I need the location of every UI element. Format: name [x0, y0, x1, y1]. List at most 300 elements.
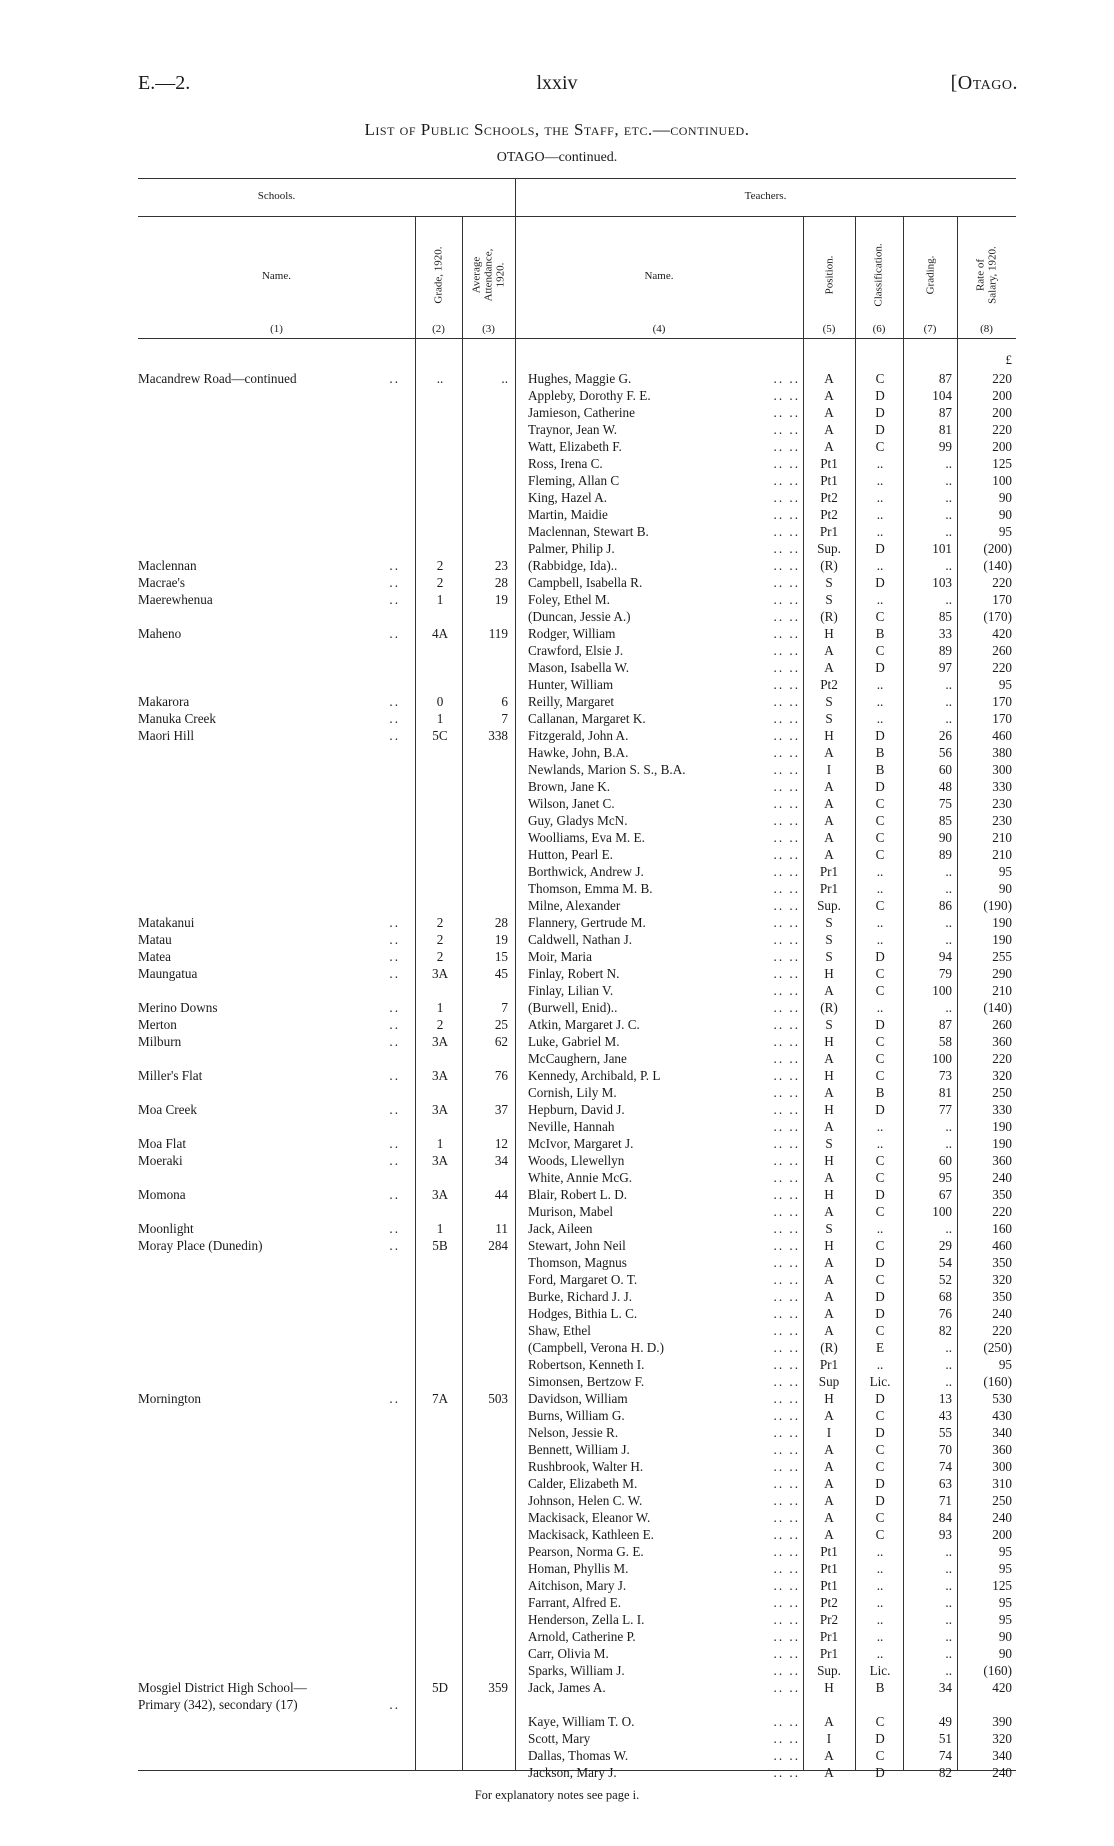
- position-cell: Pr2: [819, 1612, 839, 1627]
- grading-cell: 81: [938, 1085, 952, 1100]
- table-row: [0, 1492, 1114, 1509]
- teacher-name: Rushbrook, Walter H.: [528, 1459, 644, 1474]
- teacher-name: Aitchison, Mary J.: [528, 1578, 627, 1593]
- grading-cell: ..: [945, 1663, 952, 1678]
- table-row: [0, 1237, 1114, 1254]
- table-row: [0, 404, 1114, 421]
- teacher-name: Farrant, Alfred E.: [528, 1595, 622, 1610]
- leader-dots: .. ..: [773, 915, 800, 930]
- position-cell: I: [826, 762, 832, 777]
- grading-cell: ..: [945, 864, 952, 879]
- page-subtitle: OTAGO—continued.: [496, 150, 618, 165]
- school-name: Moa Flat: [138, 1136, 186, 1151]
- grading-cell: ..: [945, 1136, 952, 1151]
- salary-cell: 95: [998, 1561, 1012, 1576]
- attendance-cell: 19: [494, 932, 508, 947]
- salary-cell: 95: [998, 864, 1012, 879]
- grade-cell: 4A: [431, 626, 449, 641]
- salary-cell: 220: [992, 1051, 1012, 1066]
- grading-cell: 100: [932, 1204, 952, 1219]
- position-cell: I: [826, 1425, 832, 1440]
- teacher-name: King, Hazel A.: [528, 490, 608, 505]
- position-cell: H: [824, 1680, 834, 1695]
- salary-cell: 240: [992, 1170, 1012, 1185]
- grade-cell: 2: [436, 1017, 444, 1032]
- position-cell: Pt1: [820, 1578, 838, 1593]
- grading-cell: ..: [945, 1374, 952, 1389]
- classification-cell: C: [875, 1510, 885, 1525]
- classification-cell: ..: [876, 507, 884, 522]
- position-cell: H: [824, 1391, 834, 1406]
- grade-cell: ..: [436, 371, 444, 386]
- attendance-cell: 7: [501, 711, 508, 726]
- classification-cell: C: [875, 898, 885, 913]
- leader-dots: .. ..: [773, 1340, 800, 1355]
- salary-cell: 460: [992, 728, 1012, 743]
- salary-cell: 200: [992, 439, 1012, 454]
- leader-dots: ..: [389, 1017, 400, 1032]
- classification-cell: D: [875, 422, 885, 437]
- leader-dots: .. ..: [773, 1459, 800, 1474]
- position-cell: Pt1: [820, 473, 838, 488]
- salary-cell: 530: [992, 1391, 1012, 1406]
- grading-cell: 77: [938, 1102, 952, 1117]
- teacher-name: Borthwick, Andrew J.: [528, 864, 644, 879]
- table-row: [0, 1169, 1114, 1186]
- position-cell: S: [825, 949, 833, 964]
- grade-cell: 3A: [431, 1187, 449, 1202]
- teacher-name-header: Name.: [644, 270, 674, 282]
- teacher-name: Watt, Elizabeth F.: [528, 439, 622, 454]
- leader-dots: .. ..: [773, 1646, 800, 1661]
- table-top-rule: [138, 178, 1016, 179]
- salary-cell: 380: [992, 745, 1012, 760]
- leader-dots: ..: [389, 1000, 400, 1015]
- teacher-name: Luke, Gabriel M.: [528, 1034, 620, 1049]
- salary-cell: 90: [998, 1629, 1012, 1644]
- classification-cell: E: [875, 1340, 885, 1355]
- table-row: [0, 1458, 1114, 1475]
- salary-cell: 190: [992, 1119, 1012, 1134]
- leader-dots: .. ..: [773, 626, 800, 641]
- position-cell: Sup.: [817, 541, 841, 556]
- teacher-name: Neville, Hannah: [528, 1119, 615, 1134]
- position-cell: H: [824, 1034, 834, 1049]
- salary-cell: (170): [983, 609, 1012, 624]
- school-name: Macrae's: [138, 575, 186, 590]
- table-row: [0, 1424, 1114, 1441]
- classification-cell: D: [875, 1391, 885, 1406]
- teacher-name: Sparks, William J.: [528, 1663, 625, 1678]
- table-row: [0, 574, 1114, 591]
- grading-cell: 26: [938, 728, 952, 743]
- attendance-cell: 28: [494, 575, 508, 590]
- grade-cell: 3A: [431, 1102, 449, 1117]
- grading-cell: ..: [945, 524, 952, 539]
- leader-dots: .. ..: [773, 1102, 800, 1117]
- salary-cell: 125: [992, 456, 1012, 471]
- grading-cell: 81: [938, 422, 952, 437]
- leader-dots: .. ..: [773, 949, 800, 964]
- table-row: [0, 1356, 1114, 1373]
- salary-cell: (140): [983, 558, 1012, 573]
- position-cell: S: [825, 575, 833, 590]
- grading-cell: 76: [938, 1306, 952, 1321]
- classification-cell: D: [875, 1476, 885, 1491]
- table-row: [0, 795, 1114, 812]
- grading-cell: 54: [938, 1255, 952, 1270]
- leader-dots: .. ..: [773, 1527, 800, 1542]
- classification-cell: ..: [876, 1629, 884, 1644]
- table-row: [0, 438, 1114, 455]
- position-cell: H: [824, 626, 834, 641]
- teacher-name: Brown, Jane K.: [528, 779, 611, 794]
- position-cell: A: [824, 388, 834, 403]
- grading-cell: ..: [945, 1357, 952, 1372]
- salary-cell: 190: [992, 932, 1012, 947]
- table-row: [0, 421, 1114, 438]
- teacher-name: Finlay, Robert N.: [528, 966, 620, 981]
- leader-dots: .. ..: [773, 677, 800, 692]
- salary-cell: 240: [992, 1306, 1012, 1321]
- grading-cell: ..: [945, 473, 952, 488]
- leader-dots: .. ..: [773, 1153, 800, 1168]
- grade-cell: 7A: [431, 1391, 449, 1406]
- classification-cell: D: [875, 1255, 885, 1270]
- grading-cell: 89: [938, 643, 952, 658]
- teacher-name: (Burwell, Enid)..: [528, 1000, 618, 1015]
- teacher-name: Foley, Ethel M.: [528, 592, 610, 607]
- classification-cell: ..: [876, 864, 884, 879]
- salary-cell: 90: [998, 1646, 1012, 1661]
- school-name: Momona: [138, 1187, 186, 1202]
- table-row: [0, 1050, 1114, 1067]
- position-cell: A: [824, 796, 834, 811]
- position-cell: A: [824, 439, 834, 454]
- attendance-cell: 28: [494, 915, 508, 930]
- table-row: [0, 1526, 1114, 1543]
- position-cell: A: [824, 779, 834, 794]
- attendance-cell: 37: [494, 1102, 508, 1117]
- classification-cell: C: [875, 796, 885, 811]
- classification-cell: B: [875, 762, 885, 777]
- grading-cell: ..: [945, 1119, 952, 1134]
- classification-cell: B: [875, 1085, 885, 1100]
- salary-cell: 100: [992, 473, 1012, 488]
- position-cell: A: [824, 1527, 834, 1542]
- teacher-name: Stewart, John Neil: [528, 1238, 626, 1253]
- leader-dots: .. ..: [773, 1357, 800, 1372]
- teacher-name: Traynor, Jean W.: [528, 422, 618, 437]
- leader-dots: .. ..: [773, 1170, 800, 1185]
- grading-cell: ..: [945, 694, 952, 709]
- teacher-name: Atkin, Margaret J. C.: [528, 1017, 640, 1032]
- teacher-name: White, Annie McG.: [528, 1170, 633, 1185]
- position-cell: Pt2: [820, 507, 838, 522]
- table-row: [0, 1254, 1114, 1271]
- leader-dots: .. ..: [773, 983, 800, 998]
- leader-dots: .. ..: [773, 1034, 800, 1049]
- table-row: [0, 540, 1114, 557]
- classification-cell: D: [875, 1289, 885, 1304]
- salary-cell: 250: [992, 1493, 1012, 1508]
- position-cell: A: [824, 371, 834, 386]
- table-row: [0, 1305, 1114, 1322]
- attendance-cell: 25: [494, 1017, 508, 1032]
- salary-cell: (250): [983, 1340, 1012, 1355]
- teacher-name: Appleby, Dorothy F. E.: [528, 388, 651, 403]
- table-row: [0, 370, 1114, 387]
- grading-cell: 101: [932, 541, 952, 556]
- grade-cell: 3A: [431, 1068, 449, 1083]
- salary-cell: 360: [992, 1034, 1012, 1049]
- position-cell: A: [824, 1306, 834, 1321]
- leader-dots: .. ..: [773, 779, 800, 794]
- grading-cell: ..: [945, 490, 952, 505]
- salary-cell: 200: [992, 388, 1012, 403]
- salary-cell: 300: [992, 762, 1012, 777]
- classification-cell: C: [875, 830, 885, 845]
- position-cell: Pr1: [819, 1646, 839, 1661]
- leader-dots: .. ..: [773, 643, 800, 658]
- position-cell: S: [825, 1221, 833, 1236]
- leader-dots: .. ..: [773, 694, 800, 709]
- leader-dots: .. ..: [773, 558, 800, 573]
- table-row: [0, 1033, 1114, 1050]
- currency-symbol: £: [1005, 352, 1012, 367]
- attendance-cell: 23: [494, 558, 508, 573]
- grading-cell: 74: [938, 1748, 952, 1763]
- classification-cell: ..: [876, 592, 884, 607]
- grading-cell: 103: [932, 575, 952, 590]
- classification-cell: ..: [876, 1578, 884, 1593]
- grading-cell: 13: [938, 1391, 952, 1406]
- grade-cell: 2: [436, 575, 444, 590]
- leader-dots: .. ..: [773, 864, 800, 879]
- leader-dots: .. ..: [773, 1187, 800, 1202]
- table-row: [0, 812, 1114, 829]
- salary-cell: 340: [992, 1748, 1012, 1763]
- table-row: [0, 1101, 1114, 1118]
- grading-cell: 90: [938, 830, 952, 845]
- leader-dots: .. ..: [773, 1612, 800, 1627]
- table-row: [0, 642, 1114, 659]
- classification-cell: D: [875, 405, 885, 420]
- table-row: [0, 1730, 1114, 1747]
- table-row: [0, 1407, 1114, 1424]
- teacher-name: Hepburn, David J.: [528, 1102, 625, 1117]
- table-row: [0, 948, 1114, 965]
- salary-cell: (140): [983, 1000, 1012, 1015]
- school-name: Matau: [138, 932, 172, 947]
- classification-cell: ..: [876, 1119, 884, 1134]
- leader-dots: .. ..: [773, 1493, 800, 1508]
- table-row: [0, 693, 1114, 710]
- grading-cell: ..: [945, 1646, 952, 1661]
- grading-cell: 55: [938, 1425, 952, 1440]
- grade-cell: 1: [436, 1136, 444, 1151]
- leader-dots: .. ..: [773, 422, 800, 437]
- teacher-name: Bennett, William J.: [528, 1442, 630, 1457]
- leader-dots: .. ..: [773, 456, 800, 471]
- position-cell: A: [824, 422, 834, 437]
- table-row: [0, 931, 1114, 948]
- position-cell: A: [824, 1255, 834, 1270]
- salary-cell: 95: [998, 677, 1012, 692]
- leader-dots: .. ..: [773, 898, 800, 913]
- school-name: Moa Creek: [138, 1102, 197, 1117]
- classification-cell: ..: [876, 558, 884, 573]
- position-cell: A: [824, 643, 834, 658]
- teacher-name: Johnson, Helen C. W.: [528, 1493, 643, 1508]
- grade-cell: 2: [436, 932, 444, 947]
- position-cell: A: [824, 1476, 834, 1491]
- grading-cell: ..: [945, 915, 952, 930]
- classification-cell: ..: [876, 1561, 884, 1576]
- table-row: [0, 1322, 1114, 1339]
- school-name: Macandrew Road—continued: [138, 371, 297, 386]
- leader-dots: ..: [389, 728, 400, 743]
- leader-dots: .. ..: [773, 1442, 800, 1457]
- salary-cell: 460: [992, 1238, 1012, 1253]
- grading-cell: 79: [938, 966, 952, 981]
- classification-cell: D: [875, 1017, 885, 1032]
- salary-cell: 255: [992, 949, 1012, 964]
- leader-dots: .. ..: [773, 507, 800, 522]
- table-row: [0, 659, 1114, 676]
- position-cell: Sup.: [817, 898, 841, 913]
- school-name: Milburn: [138, 1034, 182, 1049]
- teacher-name: Fitzgerald, John A.: [528, 728, 629, 743]
- salary-cell: 320: [992, 1731, 1012, 1746]
- leader-dots: ..: [389, 1034, 400, 1049]
- classification-cell: ..: [876, 881, 884, 896]
- leader-dots: .. ..: [773, 1476, 800, 1491]
- table-row: [0, 727, 1114, 744]
- grading-cell: ..: [945, 1629, 952, 1644]
- attendance-cell: 34: [494, 1153, 508, 1168]
- classification-cell: C: [875, 1323, 885, 1338]
- table-row: [0, 1016, 1114, 1033]
- school-name-header: Name.: [261, 270, 291, 282]
- grading-cell: 58: [938, 1034, 952, 1049]
- classification-cell: C: [875, 1748, 885, 1763]
- grading-cell: ..: [945, 1340, 952, 1355]
- grading-cell: 43: [938, 1408, 952, 1423]
- table-row: [0, 1373, 1114, 1390]
- grade-cell: 3A: [431, 966, 449, 981]
- position-cell: A: [824, 1170, 834, 1185]
- teacher-name: Reilly, Margaret: [528, 694, 615, 709]
- leader-dots: ..: [389, 371, 400, 386]
- classification-cell: ..: [876, 490, 884, 505]
- teacher-name: Campbell, Isabella R.: [528, 575, 643, 590]
- teacher-name: Arnold, Catherine P.: [528, 1629, 636, 1644]
- table-row: [0, 506, 1114, 523]
- classification-cell: ..: [876, 1612, 884, 1627]
- grading-cell: 71: [938, 1493, 952, 1508]
- leader-dots: ..: [389, 1697, 400, 1712]
- teacher-name: Maclennan, Stewart B.: [528, 524, 649, 539]
- grading-cell: 93: [938, 1527, 952, 1542]
- leader-dots: .. ..: [773, 1068, 800, 1083]
- table-row: [0, 489, 1114, 506]
- classification-cell: C: [875, 1034, 885, 1049]
- grading-cell: 63: [938, 1476, 952, 1491]
- teacher-name: (Rabbidge, Ida)..: [528, 558, 618, 573]
- position-cell: Pt1: [820, 456, 838, 471]
- teacher-name: Jamieson, Catherine: [528, 405, 635, 420]
- classification-cell: D: [875, 1425, 885, 1440]
- position-cell: S: [825, 592, 833, 607]
- table-row: [0, 1118, 1114, 1135]
- leader-dots: .. ..: [773, 796, 800, 811]
- teacher-name: Hutton, Pearl E.: [528, 847, 613, 862]
- salary-cell: (200): [983, 541, 1012, 556]
- leader-dots: .. ..: [773, 1204, 800, 1219]
- teacher-name: Calder, Elizabeth M.: [528, 1476, 638, 1491]
- teacher-name: Woods, Llewellyn: [528, 1153, 625, 1168]
- table-row: [0, 1560, 1114, 1577]
- salary-cell: 95: [998, 1357, 1012, 1372]
- grading-cell: 68: [938, 1289, 952, 1304]
- grading-cell: 74: [938, 1459, 952, 1474]
- classification-cell: C: [875, 439, 885, 454]
- teacher-name: Mackisack, Kathleen E.: [528, 1527, 654, 1542]
- classification-cell: C: [875, 1170, 885, 1185]
- teacher-name: Jack, Aileen: [528, 1221, 593, 1236]
- position-cell: A: [824, 1748, 834, 1763]
- classification-cell: D: [875, 575, 885, 590]
- classification-cell: ..: [876, 677, 884, 692]
- classification-cell: C: [875, 847, 885, 862]
- salary-cell: 340: [992, 1425, 1012, 1440]
- attendance-cell: 338: [488, 728, 508, 743]
- salary-cell: 320: [992, 1068, 1012, 1083]
- salary-cell: 220: [992, 575, 1012, 590]
- classification-cell: D: [875, 1493, 885, 1508]
- column-number: (3): [482, 323, 495, 335]
- table-row: [0, 1135, 1114, 1152]
- attendance-header: Average Attendance, 1920.: [470, 248, 507, 302]
- leader-dots: .. ..: [773, 1289, 800, 1304]
- grading-cell: ..: [945, 1221, 952, 1236]
- classification-header: Classification.: [873, 243, 885, 307]
- leader-dots: ..: [389, 1221, 400, 1236]
- teacher-name: Pearson, Norma G. E.: [528, 1544, 644, 1559]
- table-row: [0, 1543, 1114, 1560]
- salary-cell: 90: [998, 490, 1012, 505]
- salary-cell: 330: [992, 779, 1012, 794]
- leader-dots: .. ..: [773, 575, 800, 590]
- leader-dots: .. ..: [773, 371, 800, 386]
- column-number: (7): [923, 323, 937, 335]
- leader-dots: .. ..: [773, 388, 800, 403]
- leader-dots: ..: [389, 575, 400, 590]
- leader-dots: .. ..: [773, 609, 800, 624]
- grading-cell: 85: [938, 813, 952, 828]
- grading-cell: 52: [938, 1272, 952, 1287]
- salary-cell: 95: [998, 524, 1012, 539]
- salary-cell: 170: [992, 592, 1012, 607]
- grading-cell: 34: [938, 1680, 952, 1695]
- salary-cell: 220: [992, 1204, 1012, 1219]
- grading-cell: 94: [938, 949, 952, 964]
- salary-cell: 230: [992, 796, 1012, 811]
- teacher-name: Murison, Mabel: [528, 1204, 613, 1219]
- classification-cell: ..: [876, 1595, 884, 1610]
- leader-dots: .. ..: [773, 1408, 800, 1423]
